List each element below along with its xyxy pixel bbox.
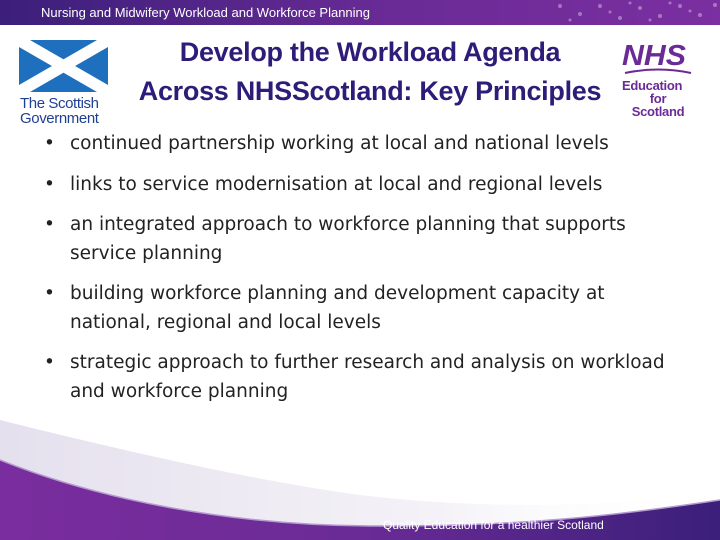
list-item (44, 171, 684, 200)
footer-tagline: Quality Education for a healthier Scotland (383, 518, 604, 532)
bullet-marker: • (44, 173, 55, 195)
nhs-education-for-scotland-logo (620, 40, 696, 118)
saltire-flag-icon (19, 40, 108, 92)
footer-wave-decoration (0, 400, 720, 540)
list-item (44, 130, 684, 159)
slide-title-line2: Across NHSScotland: Key Principles (138, 76, 602, 106)
list-item (44, 211, 684, 268)
header-dot-pattern (540, 0, 720, 25)
nes-text-line2: for (649, 91, 667, 106)
list-item-text: building workforce planning and development capacity at national, regional and local levels (70, 283, 605, 333)
swoosh-icon (624, 68, 692, 76)
list-item-text: continued partnership working at local and national levels (70, 133, 609, 154)
bullet-marker: • (44, 283, 55, 304)
key-principles-list (44, 130, 684, 418)
bullet-marker: • (44, 352, 55, 373)
nhs-text: NHS (622, 40, 687, 70)
header-title: Nursing and Midwifery Workload and Workforce Planning (41, 5, 371, 20)
nes-text-line3: Scotland (631, 104, 685, 119)
logo-text-line2: Government (20, 110, 99, 127)
slide-title (120, 33, 620, 111)
nes-text-line1: Education (622, 78, 683, 93)
list-item-text: strategic approach to further research and analysis on workload and workforce planning (70, 352, 665, 402)
bullet-marker: • (44, 133, 55, 154)
list-item (44, 349, 684, 406)
list-item (44, 280, 684, 337)
list-item-text: links to service modernisation at local and regional levels (70, 173, 603, 195)
logo-text-line1: The Scottish (20, 95, 99, 112)
scottish-government-logo (18, 40, 110, 127)
bullet-marker: • (44, 214, 55, 235)
header-bar (0, 0, 720, 25)
slide-title-line1: Develop the Workload Agenda (179, 37, 561, 67)
nhs-wordmark (622, 40, 688, 70)
list-item-text: an integrated approach to workforce planning that supports service planning (70, 214, 626, 264)
